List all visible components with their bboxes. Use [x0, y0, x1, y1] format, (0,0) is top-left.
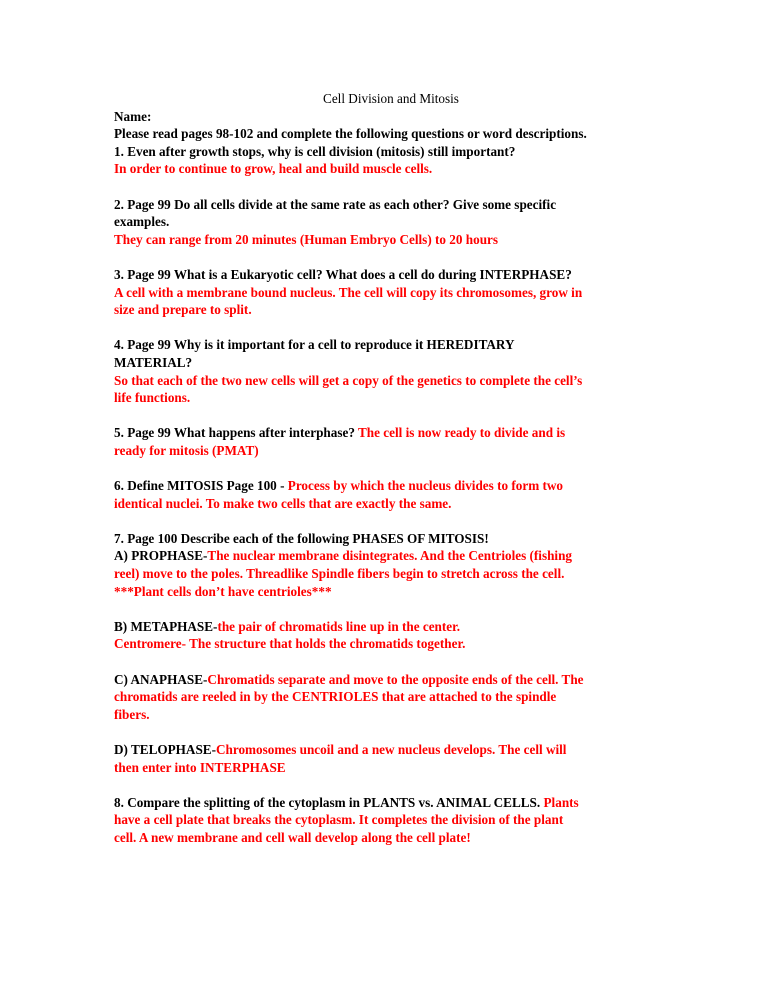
question-6 [114, 477, 658, 512]
prophase-answer-line-3: ***Plant cells don’t have centrioles*** [114, 583, 332, 599]
question-8 [114, 794, 658, 847]
telophase-label: D) TELOPHASE- [114, 741, 216, 757]
metaphase-answer-line-1: the pair of chromatids line up in the center. [217, 618, 461, 634]
prophase-label: A) PROPHASE- [114, 548, 208, 564]
answer-3-line-2: size and prepare to split. [114, 302, 252, 318]
telophase-block [114, 741, 658, 776]
question-6-text: 6. Define MITOSIS Page 100 - [114, 478, 285, 494]
answer-4-line-1: So that each of the two new cells will get a copy of the genetics to complete the cell’s [114, 372, 583, 388]
spacer [114, 248, 658, 266]
telophase-answer-line-1: Chromosomes uncoil and a new nucleus develops. The cell will [215, 741, 567, 757]
answer-1: In order to continue to grow, heal and build muscle cells. [114, 161, 433, 177]
question-8-text: 8. Compare the splitting of the cytoplasm in PLANTS vs. ANIMAL CELLS. [114, 794, 541, 810]
metaphase-block [114, 618, 658, 653]
question-1: 1. Even after growth stops, why is cell division (mitosis) still important? [114, 143, 516, 159]
answer-6-line-1: Process by which the nucleus divides to form two [287, 478, 563, 494]
answer-6-line-2: identical nuclei. To make two cells that are exactly the same. [114, 495, 452, 511]
question-4 [114, 336, 658, 371]
metaphase-answer-line-2: Centromere- The structure that holds the chromatids together. [114, 636, 466, 652]
question-3: 3. Page 99 What is a Eukaryotic cell? What does a cell do during INTERPHASE? [114, 266, 572, 282]
answer-5-line-2: ready for mitosis (PMAT) [114, 442, 259, 458]
telophase-answer-line-2: then enter into INTERPHASE [114, 759, 286, 775]
question-2-line-1: 2. Page 99 Do all cells divide at the same rate as each other? Give some specific [114, 196, 557, 212]
instructions: Please read pages 98-102 and complete the following questions or word descriptions. [114, 126, 587, 142]
question-4-line-1: 4. Page 99 Why is it important for a cell to reproduce it HEREDITARY [114, 337, 515, 353]
spacer [114, 723, 658, 741]
question-4-line-2: MATERIAL? [114, 354, 193, 370]
spacer [114, 600, 658, 618]
answer-8-line-3: cell. A new membrane and cell wall develop along the cell plate! [114, 829, 471, 845]
prophase-block [114, 547, 658, 600]
spacer [114, 776, 658, 794]
spacer [114, 653, 658, 671]
answer-2: They can range from 20 minutes (Human Embryo Cells) to 20 hours [114, 231, 499, 247]
spacer [114, 512, 658, 530]
document-title: Cell Division and Mitosis [323, 91, 459, 106]
answer-4-line-2: life functions. [114, 390, 191, 406]
spacer [114, 407, 658, 425]
question-7: 7. Page 100 Describe each of the following PHASES OF MITOSIS! [114, 530, 489, 546]
answer-3-line-1: A cell with a membrane bound nucleus. The cell will copy its chromosomes, grow in [114, 284, 583, 300]
answer-3 [114, 284, 658, 319]
spacer [114, 459, 658, 477]
anaphase-answer-line-1: Chromatids separate and move to the opposite ends of the cell. The [207, 671, 584, 687]
answer-8-line-1: Plants [543, 794, 579, 810]
anaphase-answer-line-3: fibers. [114, 706, 150, 722]
answer-5-line-1: The cell is now ready to divide and is [358, 425, 566, 441]
worksheet-page [114, 90, 658, 847]
answer-8-line-2: have a cell plate that breaks the cytoplasm. It completes the division of the plant [114, 812, 564, 828]
answer-4 [114, 372, 658, 407]
name-label: Name: [114, 108, 152, 124]
question-2 [114, 196, 658, 231]
metaphase-label: B) METAPHASE- [114, 618, 218, 634]
anaphase-answer-line-2: chromatids are reeled in by the CENTRIOLES that are attached to the spindle [114, 689, 557, 705]
anaphase-label: C) ANAPHASE- [114, 671, 208, 687]
spacer [114, 178, 658, 196]
question-5-text: 5. Page 99 What happens after interphase? [114, 425, 355, 441]
prophase-answer-line-2: reel) move to the poles. Threadlike Spindle fibers begin to stretch across the cell. [114, 566, 565, 582]
question-5 [114, 424, 658, 459]
prophase-answer-line-1: The nuclear membrane disintegrates. And the Centrioles (fishing [207, 548, 573, 564]
anaphase-block [114, 671, 658, 724]
spacer [114, 319, 658, 337]
question-2-line-2: examples. [114, 214, 170, 230]
